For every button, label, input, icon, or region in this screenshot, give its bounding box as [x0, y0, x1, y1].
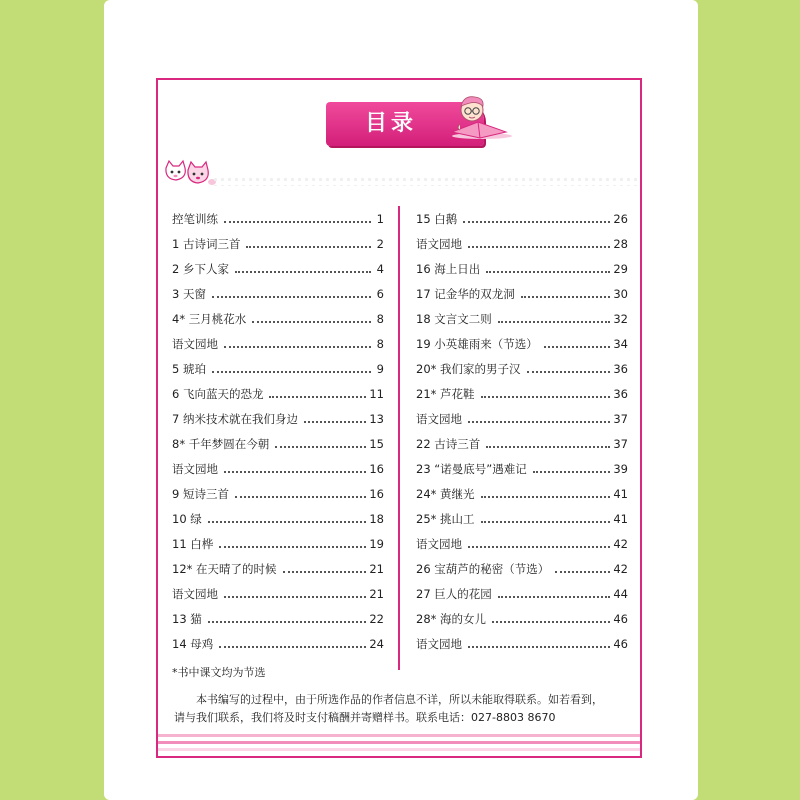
bottom-stripes [158, 734, 640, 756]
toc-entry [172, 206, 384, 231]
toc-entry-title: 28* 海的女儿 [416, 611, 487, 626]
toc-entry-page: 46 [613, 636, 628, 651]
toc-entry-title: 1 古诗词三首 [172, 236, 241, 251]
toc-entry-title: 11 白桦 [172, 536, 214, 551]
toc-dot-leader [498, 596, 611, 598]
toc-entry-page: 16 [369, 486, 384, 501]
toc-entry-title: 语文园地 [172, 461, 218, 476]
toc-entry-title: 语文园地 [416, 636, 462, 651]
toc-entry [172, 381, 384, 406]
toc-entry [172, 531, 384, 556]
page-title: 目录 [364, 111, 417, 136]
toc-entry-page: 37 [613, 411, 628, 426]
toc-entry-title: 语文园地 [416, 236, 462, 251]
toc-entry-title: 13 猫 [172, 611, 202, 626]
toc-dot-leader [468, 546, 610, 548]
toc-entry [172, 281, 384, 306]
toc-entry-title: 5 琥珀 [172, 361, 206, 376]
toc-dot-leader [533, 471, 611, 473]
toc-entry [416, 331, 628, 356]
toc-entry-page: 39 [613, 461, 628, 476]
toc-entry [416, 556, 628, 581]
toc-entry-title: 9 短诗三首 [172, 486, 229, 501]
notice-line-1: 本书编写的过程中，由于所选作品的作者信息不详，所以未能取得联系。如若看到， [196, 693, 603, 706]
toc-dot-leader [224, 471, 366, 473]
toc-entry-page: 37 [613, 436, 628, 451]
toc-entry-title: 19 小英雄雨来（节选） [416, 336, 538, 351]
toc-entry-page: 42 [613, 536, 628, 551]
toc-entry-page: 36 [613, 386, 628, 401]
toc-entry-title: 12* 在天晴了的时候 [172, 561, 277, 576]
toc-entry [416, 406, 628, 431]
toc-entry-title: 25* 挑山工 [416, 511, 475, 526]
toc-entry-title: 8* 千年梦圆在今朝 [172, 436, 270, 451]
toc-entry [172, 631, 384, 656]
toc-entry-title: 语文园地 [172, 586, 218, 601]
toc-entry [416, 206, 628, 231]
toc-dot-leader [212, 371, 371, 373]
copyright-notice [174, 691, 634, 727]
column-divider [398, 206, 400, 670]
toc-entry [416, 581, 628, 606]
toc-entry-page: 8 [376, 336, 384, 351]
toc-dot-leader [212, 296, 371, 298]
toc-entry [416, 631, 628, 656]
toc-dot-leader [463, 221, 610, 223]
toc-entry-page: 18 [369, 511, 384, 526]
toc-dot-leader [468, 246, 610, 248]
toc-entry-page: 28 [613, 236, 628, 251]
toc-entry [172, 406, 384, 431]
toc-entry [416, 456, 628, 481]
toc-entry-title: 27 巨人的花园 [416, 586, 492, 601]
toc-entry-title: 16 海上日出 [416, 261, 481, 276]
toc-dot-leader [481, 396, 611, 398]
toc-entry [416, 306, 628, 331]
toc-entry-page: 21 [369, 561, 384, 576]
toc-entry-page: 36 [613, 361, 628, 376]
toc-dot-leader [492, 621, 610, 623]
toc-dot-leader [224, 596, 366, 598]
toc-entry [172, 506, 384, 531]
reading-boy-mascot-icon [442, 92, 514, 140]
toc-entry [416, 506, 628, 531]
toc-entry-page: 6 [376, 286, 384, 301]
toc-entry-page: 29 [613, 261, 628, 276]
dotted-decoration [212, 176, 638, 186]
toc-entry [172, 331, 384, 356]
toc-entry-page: 46 [613, 611, 628, 626]
toc-entry-title: 语文园地 [172, 336, 218, 351]
toc-entry-title: 17 记金华的双龙洞 [416, 286, 515, 301]
toc-entry-title: 3 天窗 [172, 286, 206, 301]
toc-left-column [172, 206, 384, 656]
toc-entry-page: 16 [369, 461, 384, 476]
toc-entry-page: 34 [613, 336, 628, 351]
toc-entry [416, 531, 628, 556]
toc-dot-leader [468, 646, 610, 648]
toc-entry [416, 256, 628, 281]
toc-dot-leader [224, 221, 371, 223]
toc-dot-leader [224, 346, 371, 348]
toc-entry-title: 15 白鹅 [416, 211, 458, 226]
toc-entry-title: 控笔训练 [172, 211, 218, 226]
toc-entry [416, 381, 628, 406]
toc-entry [416, 281, 628, 306]
toc-entry-title: 2 乡下人家 [172, 261, 229, 276]
toc-entry-page: 41 [613, 511, 628, 526]
toc-entry-title: 24* 黄继光 [416, 486, 475, 501]
toc-right-column [416, 206, 628, 656]
toc-entry-title: 4* 三月桃花水 [172, 311, 247, 326]
toc-dot-leader [275, 446, 366, 448]
toc-entry-page: 21 [369, 586, 384, 601]
toc-entry-page: 9 [376, 361, 384, 376]
footnote: *书中课文均为节选 [172, 666, 266, 679]
toc-entry [172, 556, 384, 581]
toc-dot-leader [481, 496, 611, 498]
toc-entry-page: 8 [376, 311, 384, 326]
toc-entry [172, 256, 384, 281]
toc-entry-page: 26 [613, 211, 628, 226]
toc-entry-page: 44 [613, 586, 628, 601]
toc-entry-title: 语文园地 [416, 411, 462, 426]
toc-entry [172, 306, 384, 331]
toc-entry-title: 21* 芦花鞋 [416, 386, 475, 401]
toc-entry [416, 431, 628, 456]
toc-dot-leader [555, 571, 610, 573]
toc-dot-leader [468, 421, 610, 423]
toc-entry [416, 231, 628, 256]
toc-dot-leader [269, 396, 366, 398]
toc-dot-leader [235, 271, 371, 273]
toc-dot-leader [544, 346, 611, 348]
toc-entry [172, 481, 384, 506]
toc-entry-title: 20* 我们家的男子汉 [416, 361, 521, 376]
toc-entry-page: 32 [613, 311, 628, 326]
toc-dot-leader [208, 621, 367, 623]
toc-entry-title: 23 “诺曼底号”遇难记 [416, 461, 527, 476]
toc-entry-page: 42 [613, 561, 628, 576]
toc-entry [172, 231, 384, 256]
toc-entry-title: 26 宝葫芦的秘密（节选） [416, 561, 550, 576]
toc-entry [172, 431, 384, 456]
toc-entry [172, 356, 384, 381]
toc-dot-leader [208, 521, 367, 523]
toc-entry [416, 481, 628, 506]
toc-entry-title: 10 绿 [172, 511, 202, 526]
toc-dot-leader [246, 246, 371, 248]
toc-dot-leader [486, 446, 610, 448]
toc-entry-page: 30 [613, 286, 628, 301]
toc-dot-leader [304, 421, 366, 423]
toc-entry-page: 13 [369, 411, 384, 426]
toc-entry-title: 22 古诗三首 [416, 436, 481, 451]
toc-entry [172, 456, 384, 481]
toc-dot-leader [527, 371, 611, 373]
toc-entry-title: 语文园地 [416, 536, 462, 551]
toc-entry-page: 11 [369, 386, 384, 401]
notice-line-2: 请与我们联系，我们将及时支付稿酬并寄赠样书。联系电话：027-8803 8670 [174, 711, 556, 724]
toc-dot-leader [252, 321, 371, 323]
toc-entry [172, 606, 384, 631]
toc-dot-leader [219, 546, 366, 548]
toc-dot-leader [283, 571, 367, 573]
toc-dot-leader [219, 646, 366, 648]
toc-entry-title: 18 文言文二则 [416, 311, 492, 326]
toc-entry-title: 6 飞向蓝天的恐龙 [172, 386, 264, 401]
toc-entry-title: 14 母鸡 [172, 636, 214, 651]
toc-entry-page: 24 [369, 636, 384, 651]
toc-entry-title: 7 纳米技术就在我们身边 [172, 411, 298, 426]
toc-dot-leader [481, 521, 611, 523]
toc-entry-page: 2 [376, 236, 384, 251]
toc-entry-page: 15 [369, 436, 384, 451]
toc-entry-page: 4 [376, 261, 384, 276]
toc-entry [172, 581, 384, 606]
toc-dot-leader [486, 271, 610, 273]
toc-dot-leader [498, 321, 611, 323]
toc-entry [416, 356, 628, 381]
toc-entry-page: 22 [369, 611, 384, 626]
toc-entry [416, 606, 628, 631]
toc-entry-page: 19 [369, 536, 384, 551]
toc-dot-leader [521, 296, 611, 298]
toc-entry-page: 41 [613, 486, 628, 501]
toc-entry-page: 1 [376, 211, 384, 226]
toc-dot-leader [235, 496, 366, 498]
